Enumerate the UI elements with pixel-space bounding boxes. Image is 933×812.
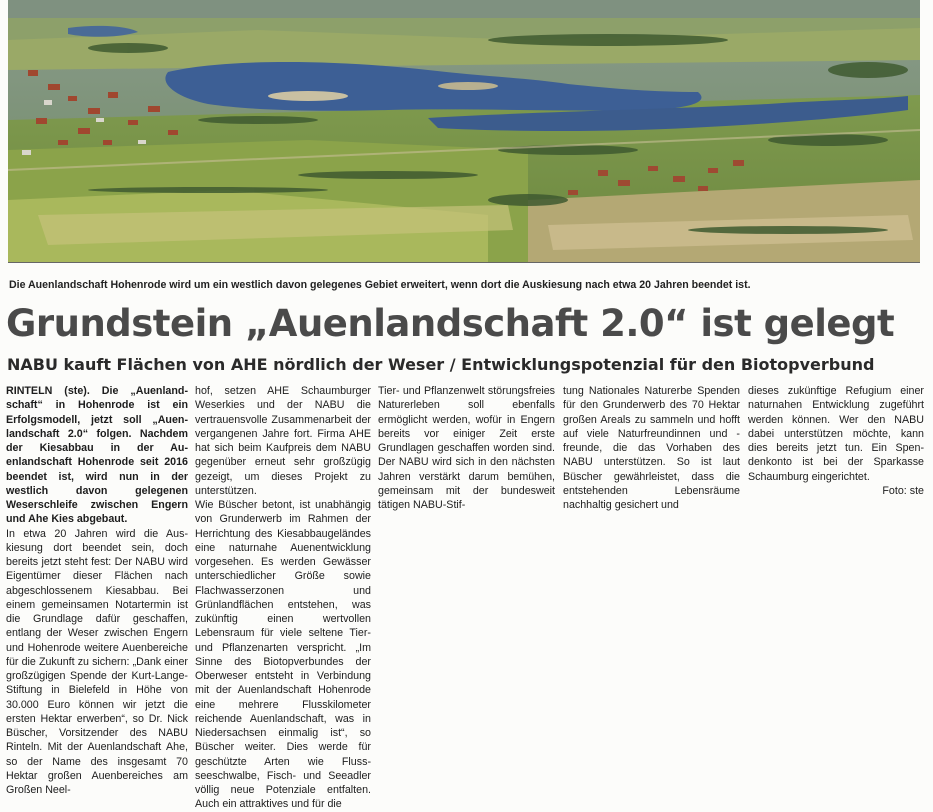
article-column-1 <box>6 384 188 797</box>
article-column-5 <box>748 384 924 498</box>
aerial-photo <box>8 0 920 263</box>
lead-paragraph: RINTELN (ste). Die „Auenlandschaft“ in Hohenrode ist ein Erfolgsmodell, jetzt soll „Auenlandschaft 2.0“ folgen. Nachdem der Kiesabbau in der Auenlandschaft Hohenrode seit 2016 beendet ist, wird nun in der westlich davon gelegenen Weserschleife zwischen Engern und Ahe Kies abgebaut. <box>6 385 188 526</box>
subheadline: NABU kauft Flächen von AHE nördlich der Weser / Entwicklungspotenzial für den Biotopverbund <box>7 355 875 374</box>
article-column-2 <box>195 384 371 812</box>
article-column-3 <box>378 384 555 512</box>
body-paragraph: Tier- und Pflanzenwelt störungsfreies Naturerleben soll ebenfalls ermöglicht werden, wofür in Engern bereits vor einiger Zeit erste Grundlagen geschaffen worden sind. Der NABU wird sich in den nächsten Jahren verstärkt darum bemühen, gemeinsam mit der bundesweit tätigen NABU-Stif- <box>378 385 555 511</box>
body-paragraph: tung Nationales Naturerbe Spenden für den Grunderwerb des 70 Hektar großen Areals zu sammeln und hofft auf viele Naturfreundinnen und -freunde, die das Vorhaben des NABU unterstützen. So ist laut Büscher gewährleistet, dass die entstehenden Lebensräume nachhaltig gesichert und <box>563 385 740 511</box>
headline: Grundstein „Auenlandschaft 2.0“ ist gelegt <box>6 302 895 345</box>
body-paragraph: hof, setzen AHE Schaumburger Weserkies und der NABU die vertrauensvolle Zusammenarbeit der vergangenen Jahre fort. Firma AHE hat sich beim Kaufpreis dem NABU gegenüber erneut sehr großzügig gezeigt, um dieses Projekt zu unterstützen. <box>195 385 371 497</box>
body-paragraph: dieses zukünftige Refugium einer naturnahen Entwicklung zugeführt werden können. Wer den NABU dabei unterstützen möchte, kann dies bereits jetzt tun. Ein Spendenkonto ist bei der Sparkasse Schaumburg eingerichtet. <box>748 385 924 483</box>
body-paragraph: Wie Büscher betont, ist unabhängig von Grunderwerb im Rahmen der Herrichtung des Kiesabbaugeländes eine naturnahe Auenentwicklung vorgesehen. Es werden Gewässer unterschiedlicher Größe sowie Flachwasserzonen und Grünlandflächen entstehen, was zukünftig einen wertvollen Lebensraum für viele seltene Tier- und Pflanzenarten verspricht. „Im Sinne des Biotopverbundes der Oberweser entsteht in Verbindung mit der Auenlandschaft Hohenrode eine mehrere Flusskilometer reichende Auenlandschaft, was in Niedersachsen einmalig ist“, so Büscher weiter. Dies werde für geschützte Arten wie Flussseeschwalbe, Fisch- und Seeadler völlig neue Potenziale entfalten. Auch ein attraktives und für die <box>195 499 371 811</box>
body-paragraph: In etwa 20 Jahren wird die Auskiesung dort beendet sein, doch bereits jetzt steht fest: Der NABU wird Eigentümer dieser Flächen nach abgeschlossenem Kiesabbau. Bei einem gemeinsamen Notartermin ist die Grundlage dafür geschaffen, entlang der Weser zwischen Engern und Hohenrode weitere Auenbereiche für die Zukunft zu sichern: „Dank einer großzügigen Spende der Kurt-Lange-Stiftung in Bielefeld in Höhe von 30.000 Euro können wir jetzt die ersten Hektar erwerben“, so Dr. Nick Büscher, Vorsitzender des NABU Rinteln. Mit der Auenlandschaft Ahe, so der Name des insgesamt 70 Hektar großen Auenbereiches am Großen Neel- <box>6 527 188 796</box>
landscape-illustration <box>8 0 920 262</box>
photo-credit: Foto: ste <box>882 484 924 497</box>
article-column-4 <box>563 384 740 512</box>
photo-caption: Die Auenlandschaft Hohenrode wird um ein westlich davon gelegenes Gebiet erweitert, wenn dort die Auskiesung nach etwa 20 Jahren beendet ist. <box>9 279 751 291</box>
